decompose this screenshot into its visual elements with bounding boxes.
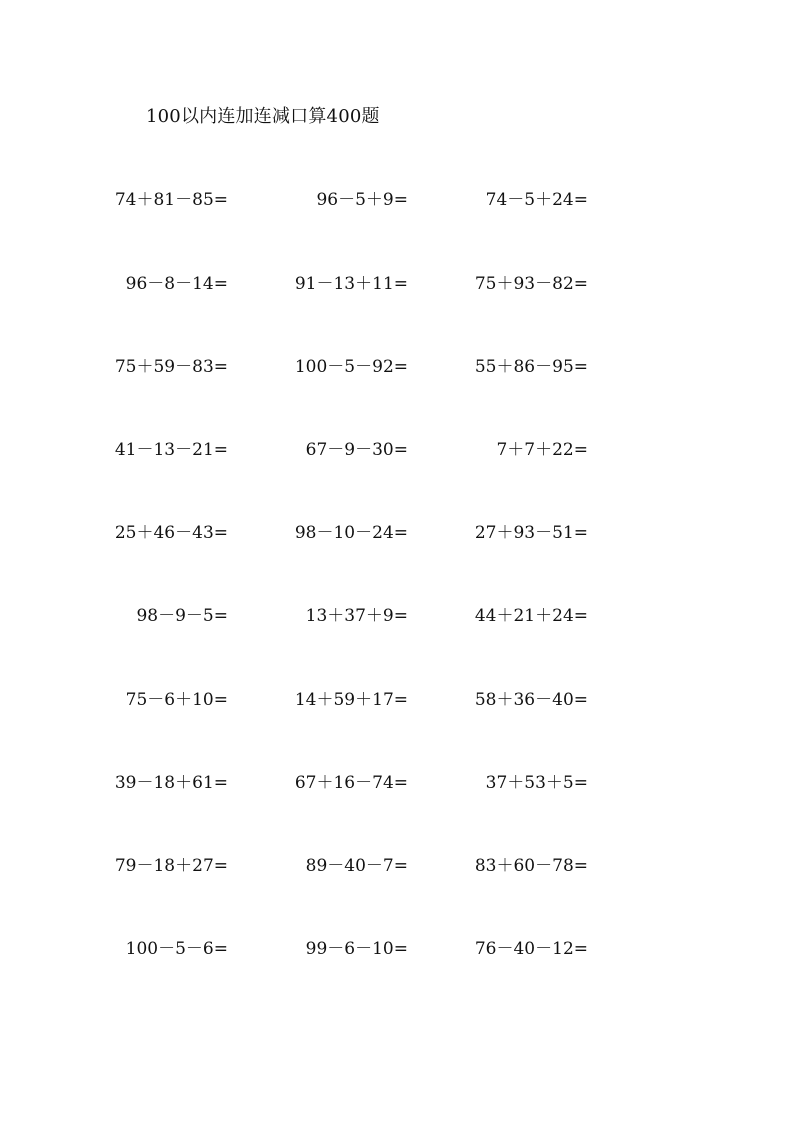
page-title: 100以内连加连减口算400题 — [146, 106, 380, 127]
problem: 100－5－92= — [294, 357, 408, 377]
problem: 41－13－21= — [114, 440, 228, 460]
problem: 37＋53＋5= — [485, 773, 588, 793]
problem: 67－9－30= — [305, 440, 408, 460]
problem: 99－6－10= — [305, 939, 408, 959]
problem: 91－13＋11= — [294, 274, 408, 294]
problem: 74－5＋24= — [485, 190, 588, 210]
problem: 89－40－7= — [305, 856, 408, 876]
problem: 55＋86－95= — [474, 357, 588, 377]
problem: 25＋46－43= — [114, 523, 228, 543]
problem: 96－5＋9= — [316, 190, 408, 210]
problem: 100－5－6= — [125, 939, 228, 959]
problem: 74＋81－85= — [114, 190, 228, 210]
problem: 76－40－12= — [474, 939, 588, 959]
problem: 13＋37＋9= — [305, 606, 408, 626]
problem: 98－9－5= — [136, 606, 228, 626]
problem: 67＋16－74= — [294, 773, 408, 793]
problem: 83＋60－78= — [474, 856, 588, 876]
problem: 14＋59＋17= — [294, 690, 408, 710]
problem: 98－10－24= — [294, 523, 408, 543]
problem: 75＋93－82= — [474, 274, 588, 294]
problem: 27＋93－51= — [474, 523, 588, 543]
problem: 75＋59－83= — [114, 357, 228, 377]
problem: 79－18＋27= — [114, 856, 228, 876]
problem: 39－18＋61= — [114, 773, 228, 793]
problem: 75－6＋10= — [125, 690, 228, 710]
problem: 58＋36－40= — [474, 690, 588, 710]
problem: 44＋21＋24= — [474, 606, 588, 626]
problem: 7＋7＋22= — [496, 440, 588, 460]
problem: 96－8－14= — [125, 274, 228, 294]
